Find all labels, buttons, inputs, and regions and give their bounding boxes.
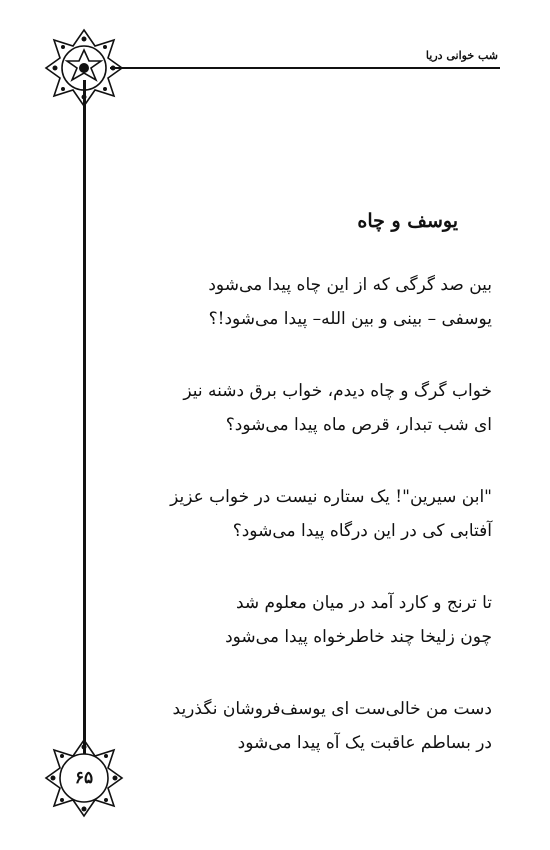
- verse-line: دست من خالی‌ست ای یوسف‌فروشان نگذرید: [172, 699, 492, 719]
- frame-vertical-rule: [83, 80, 86, 770]
- running-title: شب خوانی دریا: [425, 49, 498, 62]
- poem-title: یوسف و چاه: [357, 210, 458, 232]
- verse-line: تا ترنج و کارد آمد در میان معلوم شد: [235, 593, 492, 613]
- header-rule: [110, 67, 500, 69]
- verse-line: "ابن سیرین"! یک ستاره نیست در خواب عزیز: [170, 487, 492, 507]
- verse-line: چون زلیخا چند خاطرخواه پیدا می‌شود: [225, 627, 492, 647]
- stanza: [102, 480, 492, 548]
- verse-line: آفتابی کی در این درگاه پیدا می‌شود؟: [232, 521, 492, 541]
- verse-line: خواب گرگ و چاه دیدم، خواب برق دشنه نیز: [183, 381, 492, 401]
- verse-line: ای شب تبدار، قرص ماه پیدا می‌شود؟: [225, 415, 492, 435]
- poem-body: [102, 268, 492, 798]
- stanza: [102, 268, 492, 336]
- page-number: ۶۵: [74, 768, 94, 788]
- stanza: [102, 374, 492, 442]
- verse-line: بین صد گرگی که از این چاه پیدا می‌شود: [208, 275, 492, 295]
- verse-line: یوسفی – بینی و بین الله– پیدا می‌شود!؟: [208, 309, 492, 329]
- stanza: [102, 692, 492, 760]
- verse-line: در بساطم عاقبت یک آه پیدا می‌شود: [237, 733, 492, 753]
- stanza: [102, 586, 492, 654]
- rosette-ornament-top-icon: [44, 28, 124, 108]
